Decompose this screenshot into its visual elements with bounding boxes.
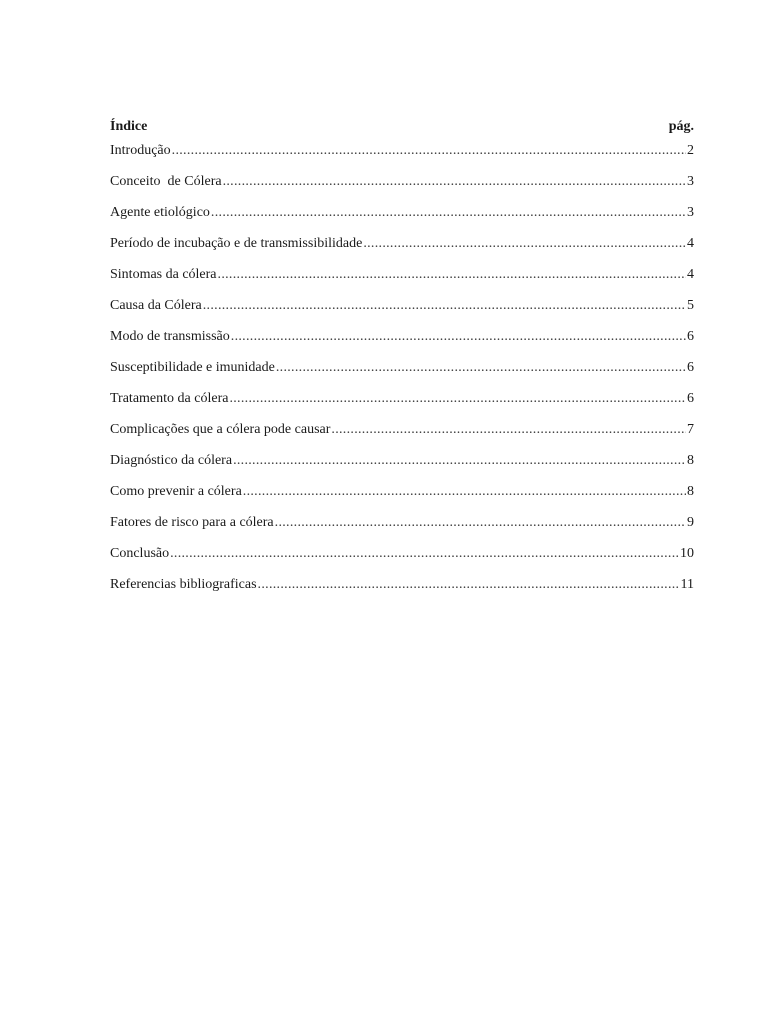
toc-entry <box>110 452 694 483</box>
dot-leader <box>229 390 686 408</box>
toc-entry-title: Período de incubação e de transmissibilidade <box>110 236 363 251</box>
toc-entry <box>110 266 694 297</box>
toc-entry-title: Conclusão <box>110 546 170 561</box>
toc-entry-page: 6 <box>687 360 694 375</box>
dot-leader <box>233 452 686 470</box>
toc-entry-list <box>110 142 694 607</box>
dot-leader <box>170 545 679 563</box>
toc-entry-title: Tratamento da cólera <box>110 391 229 406</box>
toc-entry-title: Susceptibilidade e imunidade <box>110 360 275 375</box>
toc-entry <box>110 421 694 452</box>
dot-leader <box>172 142 686 160</box>
toc-entry-page: 7 <box>687 422 694 437</box>
toc-entry-title: Causa da Cólera <box>110 298 202 313</box>
toc-entry-page: 4 <box>687 267 694 282</box>
toc-entry <box>110 204 694 235</box>
toc-entry <box>110 545 694 576</box>
toc-entry <box>110 483 694 514</box>
toc-entry-page: 4 <box>687 236 694 251</box>
toc-entry-page: 10 <box>680 546 694 561</box>
toc-entry-page: 9 <box>687 515 694 530</box>
toc-entry-page: 2 <box>687 143 694 158</box>
dot-leader <box>331 421 686 439</box>
toc-entry-page: 8 <box>687 453 694 468</box>
toc-entry-title: Agente etiológico <box>110 205 210 220</box>
toc-entry <box>110 576 694 607</box>
toc-entry <box>110 359 694 390</box>
toc-header <box>110 117 694 137</box>
toc-entry-title: Introdução <box>110 143 171 158</box>
toc-entry-title: Conceito de Cólera <box>110 174 222 189</box>
toc-entry <box>110 514 694 545</box>
dot-leader <box>275 514 686 532</box>
toc-entry <box>110 297 694 328</box>
dot-leader <box>203 297 686 315</box>
dot-leader <box>363 235 686 253</box>
dot-leader <box>231 328 686 346</box>
table-of-contents <box>110 117 694 607</box>
toc-entry-title: Complicações que a cólera pode causar <box>110 422 331 437</box>
toc-heading: Índice <box>110 119 148 134</box>
toc-entry-title: Sintomas da cólera <box>110 267 217 282</box>
toc-entry-title: Fatores de risco para a cólera <box>110 515 274 530</box>
toc-entry-page: 3 <box>687 174 694 189</box>
toc-entry-page: 8 <box>687 484 694 499</box>
dot-leader <box>223 173 686 191</box>
toc-entry <box>110 173 694 204</box>
dot-leader <box>276 359 686 377</box>
dot-leader <box>258 576 680 594</box>
toc-entry <box>110 390 694 421</box>
toc-page-column-label: pág. <box>668 119 694 134</box>
toc-entry-title: Diagnóstico da cólera <box>110 453 233 468</box>
toc-entry-page: 5 <box>687 298 694 313</box>
toc-entry-page: 6 <box>687 391 694 406</box>
toc-entry-title: Modo de transmissão <box>110 329 230 344</box>
dot-leader <box>243 483 686 501</box>
toc-entry-title: Referencias bibliograficas <box>110 577 257 592</box>
toc-entry-title: Como prevenir a cólera <box>110 484 242 499</box>
toc-entry <box>110 235 694 266</box>
dot-leader <box>211 204 686 222</box>
toc-entry-page: 11 <box>680 577 694 592</box>
toc-entry <box>110 328 694 359</box>
dot-leader <box>218 266 686 284</box>
toc-entry-page: 3 <box>687 205 694 220</box>
toc-entry-page: 6 <box>687 329 694 344</box>
toc-entry <box>110 142 694 173</box>
